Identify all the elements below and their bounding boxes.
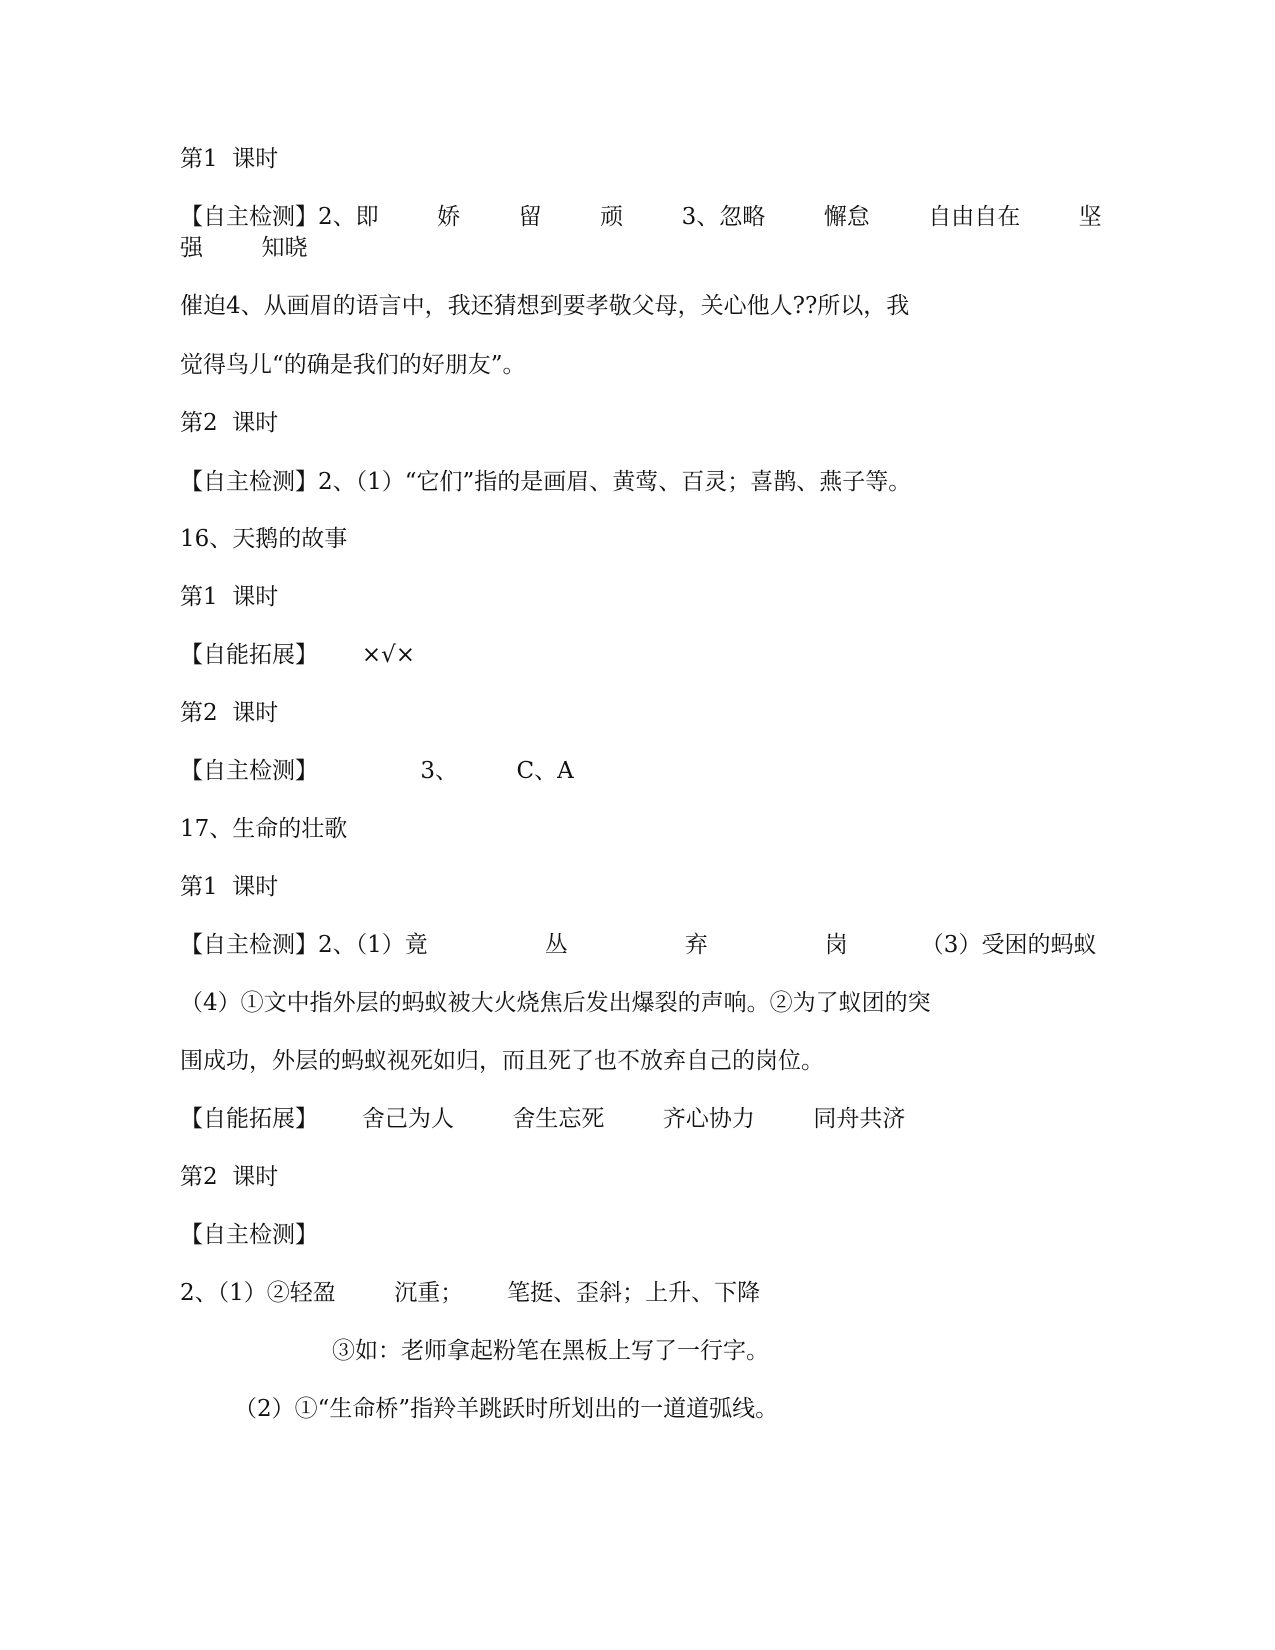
self-check-answer: 【自主检测】2、（1）“它们”指的是画眉、黄莺、百灵；喜鹊、燕子等。 — [180, 469, 912, 495]
self-check-answer: 【自主检测】2、（1）竟 丛 弃 岗 （3）受困的蚂蚁 — [180, 932, 1097, 958]
lesson-heading: 第1 课时 — [180, 146, 279, 172]
answer-paragraph: （2）①“生命桥”指羚羊跳跃时所划出的一道道弧线。 — [234, 1396, 779, 1422]
lesson-heading: 第2 课时 — [180, 410, 279, 436]
extension-answer: 【自能拓展】 ×√× — [180, 642, 416, 668]
lesson-heading: 第1 课时 — [180, 874, 279, 900]
answer-paragraph-continued: 围成功，外层的蚂蚁视死如归，而且死了也不放弃自己的岗位。 — [180, 1048, 824, 1074]
self-check-answer: 2、（1）②轻盈 沉重； 笔挺、歪斜；上升、下降 — [180, 1280, 761, 1306]
answer-example: ③如：老师拿起粉笔在黑板上写了一行字。 — [332, 1338, 769, 1364]
extension-answer: 【自能拓展】 舍己为人 舍生忘死 齐心协力 同舟共济 — [180, 1106, 906, 1132]
lesson-heading: 第2 课时 — [180, 700, 279, 726]
self-check-answer-continued: 强 知晓 — [180, 235, 308, 261]
self-check-label: 【自主检测】 — [180, 1222, 318, 1248]
chapter-title: 16、天鹅的故事 — [180, 526, 348, 552]
answer-paragraph: （4）①文中指外层的蚂蚁被大火烧焦后发出爆裂的声响。②为了蚁团的突 — [180, 990, 931, 1016]
self-check-answer: 【自主检测】 3、 C、A — [180, 758, 574, 784]
answer-paragraph: 催迫4、从画眉的语言中，我还猜想到要孝敬父母，关心他人??所以，我 — [180, 293, 910, 319]
chapter-title: 17、生命的壮歌 — [180, 816, 348, 842]
answer-paragraph-continued: 觉得鸟儿“的确是我们的好朋友”。 — [180, 352, 526, 378]
lesson-heading: 第2 课时 — [180, 1164, 279, 1190]
self-check-answer: 【自主检测】2、即 娇 留 顽 3、忽略 懈怠 自由自在 坚 — [180, 204, 1102, 230]
lesson-heading: 第1 课时 — [180, 584, 279, 610]
